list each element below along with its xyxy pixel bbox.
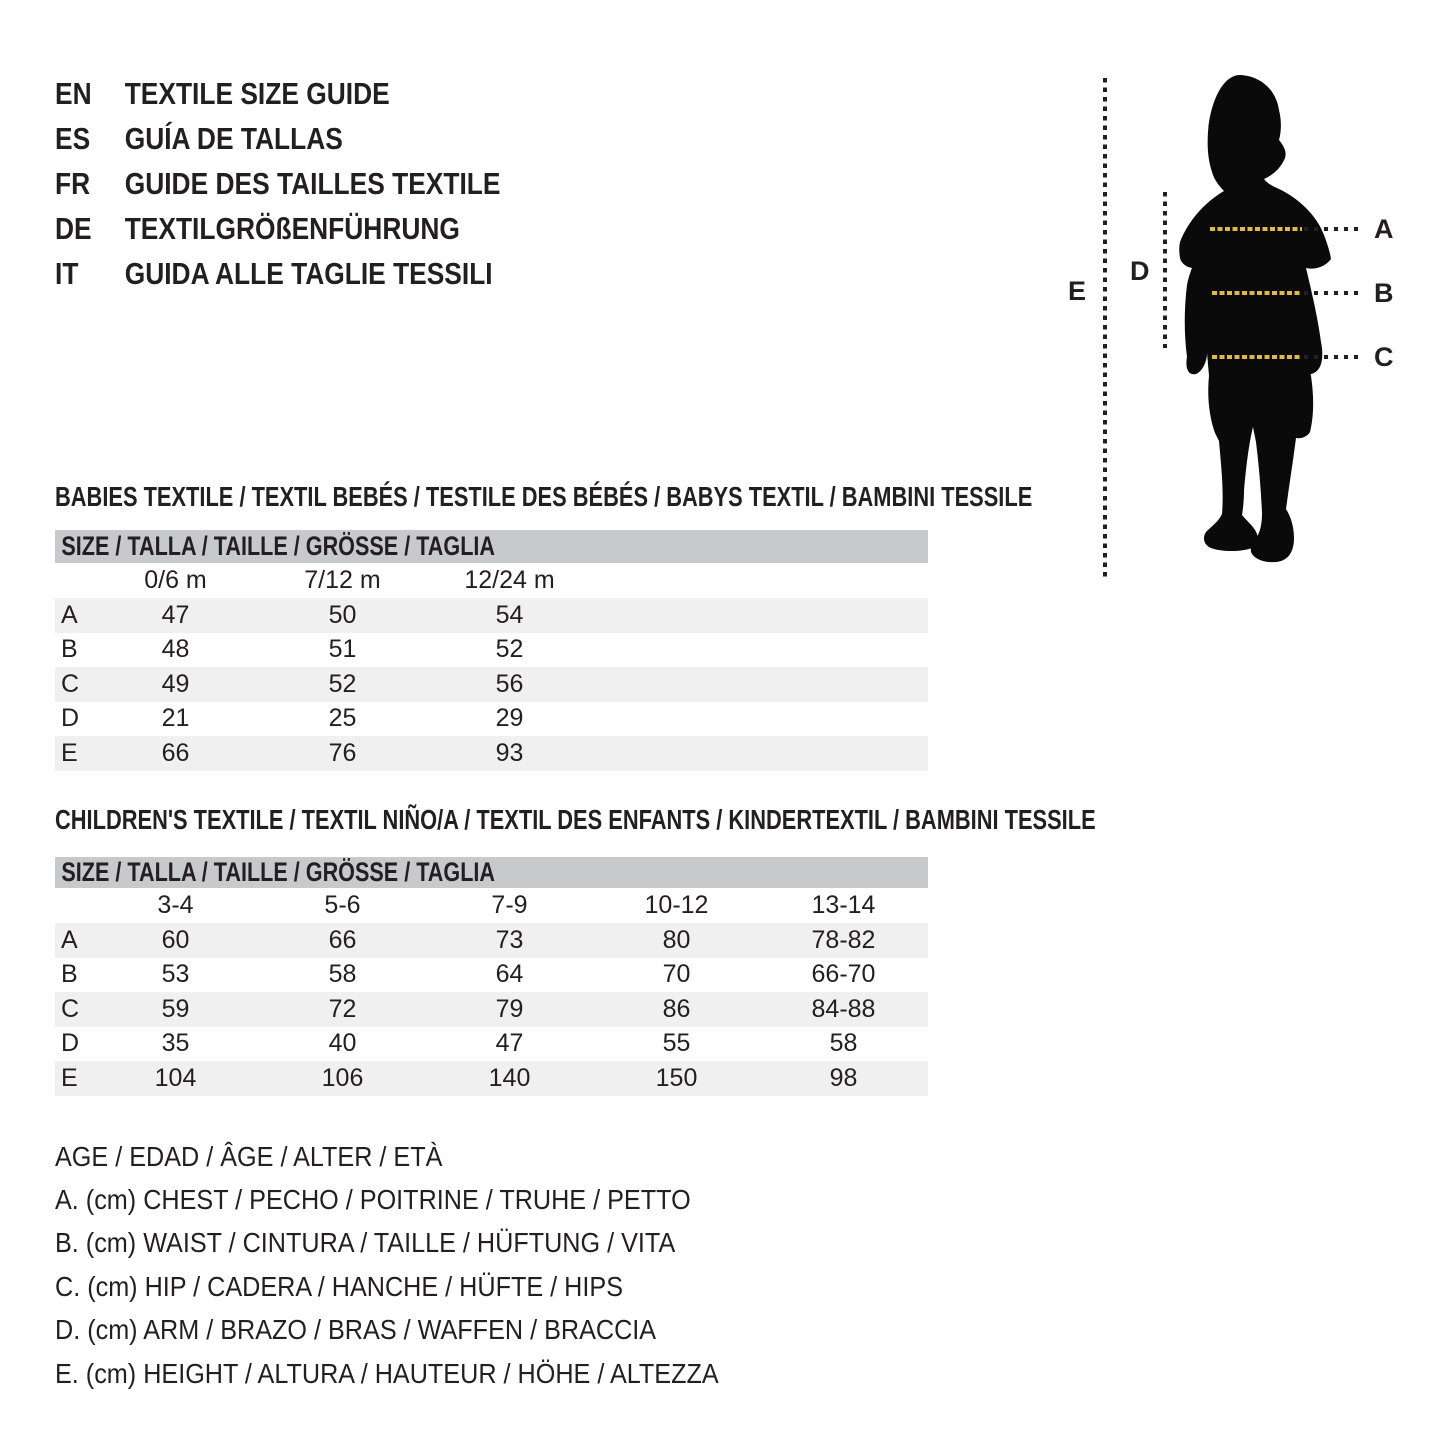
value-cell: 58 — [328, 960, 357, 989]
language-row — [55, 161, 500, 206]
language-row — [55, 116, 500, 161]
children-size-table — [55, 857, 928, 1096]
value-cell: 50 — [328, 600, 357, 629]
language-code: FR — [55, 165, 91, 201]
value-cell: 59 — [161, 994, 190, 1023]
children-section-title: CHILDREN'S TEXTILE / TEXTIL NIÑO/A / TEXTIL DES ENFANTS / KINDERTEXTIL / BAMBINI TESSILE — [55, 804, 1096, 835]
value-cell: 56 — [495, 669, 524, 698]
row-label-cell: B — [61, 635, 78, 664]
value-cell: 98 — [829, 1063, 858, 1092]
value-cell: 21 — [161, 704, 190, 733]
hip-measure-line-inner — [1212, 355, 1302, 359]
waist-measure-line-outer — [1304, 291, 1360, 295]
child-silhouette-figure — [1095, 62, 1385, 577]
measurement-legend — [55, 1135, 792, 1395]
size-header-text: SIZE / TALLA / TAILLE / GRÖSSE / TAGLIA — [61, 531, 496, 561]
value-cell: 79 — [495, 994, 524, 1023]
waist-measure-label: B — [1374, 278, 1394, 308]
column-header-row — [55, 563, 928, 598]
value-cell: 54 — [495, 600, 524, 629]
value-cell: 49 — [161, 669, 190, 698]
chest-measure-label: A — [1374, 214, 1394, 244]
row-label-cell: C — [61, 994, 80, 1023]
legend-line: AGE / EDAD / ÂGE / ALTER / ETÀ — [55, 1140, 443, 1172]
column-header-cell: 12/24 m — [464, 566, 555, 594]
table-row — [55, 633, 928, 668]
value-cell: 140 — [488, 1063, 531, 1092]
row-label-cell: B — [61, 960, 78, 989]
table-row — [55, 992, 928, 1027]
hip-measure-line-outer — [1304, 355, 1360, 359]
legend-line: C. (cm) HIP / CADERA / HANCHE / HÜFTE / HIPS — [55, 1270, 623, 1302]
size-header-text: SIZE / TALLA / TAILLE / GRÖSSE / TAGLIA — [61, 857, 496, 887]
table-row — [55, 923, 928, 958]
value-cell: 52 — [495, 635, 524, 664]
column-header-cell: 13-14 — [811, 891, 876, 919]
chest-measure-line-outer — [1304, 227, 1360, 231]
value-cell: 66-70 — [811, 960, 876, 989]
value-cell: 70 — [662, 960, 691, 989]
table-row — [55, 1061, 928, 1096]
value-cell: 35 — [161, 1029, 190, 1058]
babies-section-title: BABIES TEXTILE / TEXTIL BEBÉS / TESTILE DES BÉBÉS / BABYS TEXTIL / BAMBINI TESSILE — [55, 481, 1033, 512]
value-cell: 73 — [495, 925, 524, 954]
column-header-cell: 10-12 — [644, 891, 709, 919]
legend-line: B. (cm) WAIST / CINTURA / TAILLE / HÜFTUNG / VITA — [55, 1227, 676, 1259]
value-cell: 25 — [328, 704, 357, 733]
language-title-text: GUIDA ALLE TAGLIE TESSILI — [124, 255, 493, 291]
table-row — [55, 702, 928, 737]
child-silhouette — [1179, 75, 1331, 562]
column-header-row — [55, 888, 928, 923]
table-row — [55, 1027, 928, 1062]
value-cell: 78-82 — [811, 925, 876, 954]
language-code: EN — [55, 75, 92, 111]
value-cell: 53 — [161, 960, 190, 989]
language-row — [55, 71, 500, 116]
size-header-bar — [55, 857, 928, 888]
row-label-cell: C — [61, 669, 80, 698]
legend-line: A. (cm) CHEST / PECHO / POITRINE / TRUHE / PETTO — [55, 1184, 691, 1216]
row-label-cell: D — [61, 1029, 80, 1058]
height-measure-label: E — [1068, 276, 1087, 306]
value-cell: 29 — [495, 704, 524, 733]
column-header-cell: 3-4 — [157, 891, 194, 919]
language-code: IT — [55, 255, 79, 291]
arm-measure-line — [1163, 192, 1167, 348]
language-title-text: GUÍA DE TALLAS — [124, 120, 343, 156]
row-label-cell: A — [61, 925, 78, 954]
value-cell: 58 — [829, 1029, 858, 1058]
value-cell: 76 — [328, 738, 357, 767]
hip-measure-label: C — [1374, 342, 1394, 372]
language-row — [55, 251, 500, 296]
value-cell: 40 — [328, 1029, 357, 1058]
value-cell: 52 — [328, 669, 357, 698]
value-cell: 64 — [495, 960, 524, 989]
language-row — [55, 206, 500, 251]
legend-line: E. (cm) HEIGHT / ALTURA / HAUTEUR / HÖHE / ALTEZZA — [55, 1357, 719, 1389]
column-header-cell: 0/6 m — [144, 566, 207, 594]
value-cell: 47 — [161, 600, 190, 629]
row-label-cell: D — [61, 704, 80, 733]
table-row — [55, 958, 928, 993]
value-cell: 66 — [328, 925, 357, 954]
column-header-cell: 7-9 — [491, 891, 528, 919]
language-title-block — [55, 71, 579, 296]
table-row — [55, 598, 928, 633]
row-label-cell: E — [61, 1063, 78, 1092]
height-measure-line — [1103, 78, 1107, 578]
language-code: DE — [55, 210, 92, 246]
waist-measure-line-inner — [1212, 291, 1302, 295]
column-header-cell: 5-6 — [324, 891, 361, 919]
value-cell: 80 — [662, 925, 691, 954]
value-cell: 106 — [321, 1063, 364, 1092]
row-label-cell: E — [61, 738, 78, 767]
column-header-cell: 7/12 m — [304, 566, 381, 594]
arm-measure-label: D — [1130, 256, 1150, 286]
value-cell: 60 — [161, 925, 190, 954]
table-row — [55, 667, 928, 702]
chest-measure-line-inner — [1210, 227, 1302, 231]
value-cell: 93 — [495, 738, 524, 767]
value-cell: 104 — [154, 1063, 197, 1092]
value-cell: 51 — [328, 635, 357, 664]
value-cell: 86 — [662, 994, 691, 1023]
size-header-bar — [55, 530, 928, 563]
row-label-cell: A — [61, 600, 78, 629]
value-cell: 66 — [161, 738, 190, 767]
babies-size-table — [55, 530, 928, 771]
language-title-text: TEXTILE SIZE GUIDE — [124, 75, 390, 111]
legend-line: D. (cm) ARM / BRAZO / BRAS / WAFFEN / BRACCIA — [55, 1314, 657, 1346]
language-title-text: TEXTILGRÖßENFÜHRUNG — [124, 210, 460, 246]
value-cell: 84-88 — [811, 994, 876, 1023]
value-cell: 48 — [161, 635, 190, 664]
language-title-text: GUIDE DES TAILLES TEXTILE — [124, 165, 501, 201]
language-code: ES — [55, 120, 91, 156]
table-row — [55, 736, 928, 771]
value-cell: 55 — [662, 1029, 691, 1058]
value-cell: 47 — [495, 1029, 524, 1058]
value-cell: 72 — [328, 994, 357, 1023]
value-cell: 150 — [655, 1063, 698, 1092]
